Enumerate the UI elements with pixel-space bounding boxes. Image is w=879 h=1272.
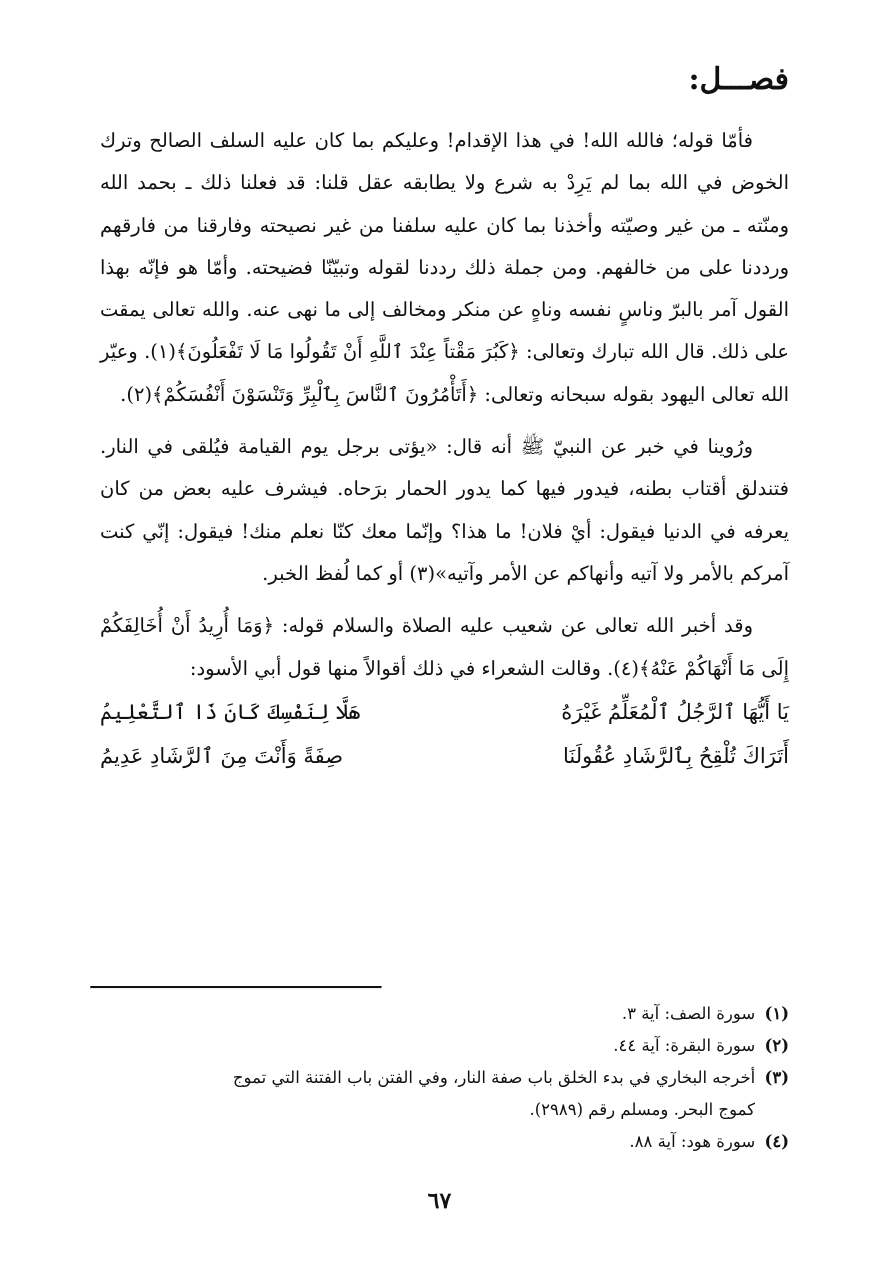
footnotes xyxy=(100,998,789,1158)
verse-2-second-hemistich: صِفَةً وَأَنْتَ مِنَ ٱلرَّشَادِ عَدِيمُ xyxy=(100,743,344,768)
verse-1-first-hemistich: يَا أَيُّهَا ٱلرَّجُلُ ٱلْمُعَلِّمُ غَيْرَهُ xyxy=(561,699,789,724)
footnote-continuation: كموج البحر. ومسلم رقم (٢٩٨٩). xyxy=(529,1100,755,1119)
main-text xyxy=(100,120,789,778)
verse-2-first-hemistich: أَتَرَاكَ تُلْقِحُ بِٱلرَّشَادِ عُقُولَنَا xyxy=(562,743,789,768)
footnote-divider xyxy=(90,986,382,989)
poem xyxy=(100,690,789,778)
footnote-number: (١) xyxy=(764,1004,789,1023)
verse-1-second-hemistich: هَلَّا لِنَفْسِكَ كَانَ ذَا ٱلتَّعْلِيمُ xyxy=(100,699,361,724)
footnote-4 xyxy=(100,1126,789,1158)
footnote-number: (٢) xyxy=(764,1036,789,1055)
footnote-text: سورة الصف: آية ٣. xyxy=(621,1004,756,1023)
footnote-text: سورة هود: آية ٨٨. xyxy=(629,1132,756,1151)
page-number: ٦٧ xyxy=(427,1188,452,1214)
poem-verse-1 xyxy=(100,690,789,734)
footnote-text: سورة البقرة: آية ٤٤. xyxy=(613,1036,756,1055)
footnote-3 xyxy=(100,1062,789,1126)
paragraph-3: وقد أخبر الله تعالى عن شعيب عليه الصلاة والسلام قوله: ﴿وَمَا أُرِيدُ أَنْ أُخَالِفَكُمْ إِلَى مَا أَنْهَاكُمْ عَنْهُ﴾(٤). وقالت الشعراء في ذلك أقوالاً منها قول أبي الأسود: xyxy=(100,614,789,680)
footnote-number: (٣) xyxy=(764,1068,789,1087)
footnote-2 xyxy=(100,1030,789,1062)
footnote-1 xyxy=(100,998,789,1030)
footnote-text: أخرجه البخاري في بدء الخلق باب صفة النار، وفي الفتن باب الفتنة التي تموج xyxy=(232,1068,756,1087)
paragraph-1: فأمّا قوله؛ فالله الله! في هذا الإقدام! وعليكم بما كان عليه السلف الصالح وترك الخوض في الله بما لم يَرِدْ به شرع ولا يطابقه عقل قلنا: قد فعلنا ذلك ـ بحمد الله ومنّته ـ من غير وصيّته وأخذنا بما كان عليه سلفنا من غير نصيحته وفارقنا من فارقهم ورددنا على من خالفهم. ومن جملة ذلك رددنا لقوله وتبيّنّا فضيحته. وأمّا هو فإنّه بهذا القول آمر بالبرّ وناسٍ نفسه وناهٍ عن منكر ومخالف إلى ما نهى عنه. والله تعالى يمقت على ذلك. قال الله تبارك وتعالى: ﴿كَبُرَ مَقْتاً عِنْدَ ٱللَّهِ أَنْ تَقُولُوا مَا لَا تَفْعَلُونَ﴾(١). وعيّر الله تعالى اليهود بقوله سبحانه وتعالى: ﴿أَتَأْمُرُونَ ٱلنَّاسَ بِٱلْبِرِّ وَتَنْسَوْنَ أَنْفُسَكُمْ﴾(٢). xyxy=(100,129,789,406)
poem-verse-2 xyxy=(100,734,789,778)
paragraph-2: ورُوينا في خبر عن النبيّ ﷺ أنه قال: «يؤتى برجل يوم القيامة فيُلقى في النار. فتندلق أقتاب بطنه، فيدور فيها كما يدور الحمار برَحاه. فيشرف عليه بعض من كان يعرفه في الدنيا فيقول: أيْ فلان! ما هذا؟ وإنّما معك كنّا نعلم منك! فيقول: إنّي كنت آمركم بالأمر ولا آتيه وأنهاكم عن الأمر وآتيه»(٣) أو كما لُفظ الخبر. xyxy=(100,435,789,585)
footnote-number: (٤) xyxy=(764,1132,789,1151)
section-heading: فصـــل: xyxy=(688,62,789,97)
